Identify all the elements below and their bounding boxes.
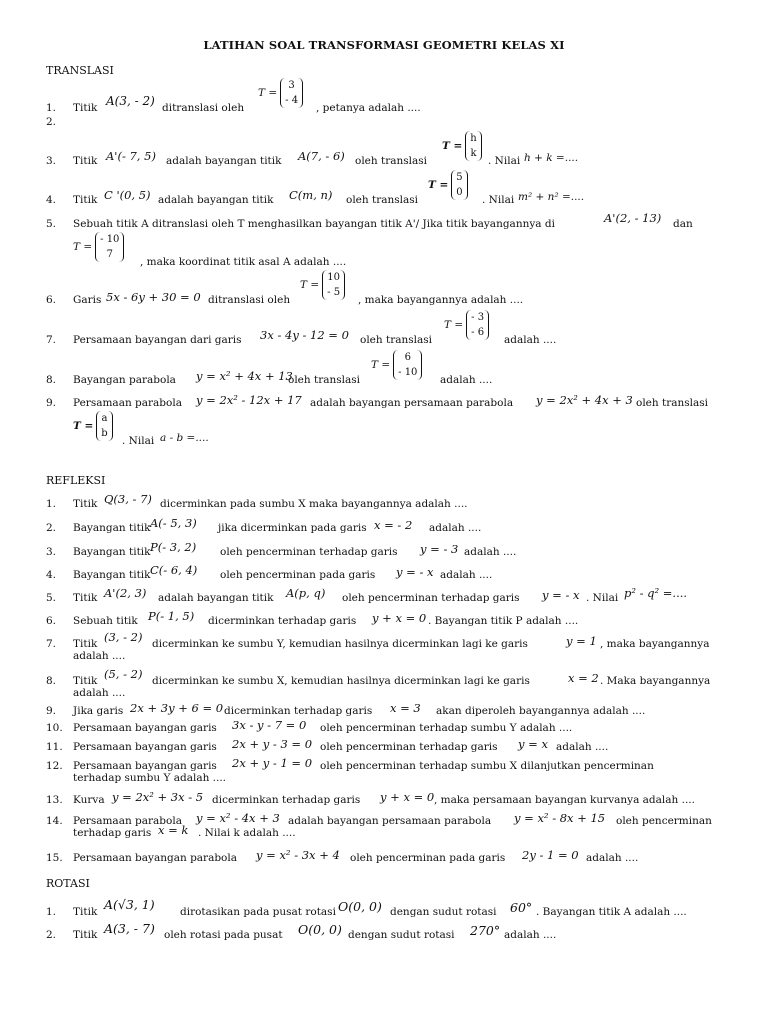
- question-text: adalah ....: [586, 852, 639, 864]
- question-text: dicerminkan terhadap garis: [212, 794, 361, 806]
- point-expression: A'(- 7, 5): [106, 149, 156, 163]
- point-expression: A'(2, - 13): [604, 211, 662, 225]
- question-text: adalah bayangan titik: [166, 155, 282, 167]
- math-expression: P(- 1, 5): [148, 609, 195, 623]
- math-expression: y + x = 0: [372, 611, 427, 625]
- math-expression: A(√3, 1): [104, 897, 155, 912]
- question-text: Titik: [73, 155, 98, 167]
- question-text: dengan sudut rotasi: [348, 929, 455, 941]
- math-expression: (3, - 2): [104, 630, 143, 644]
- question-text: dengan sudut rotasi: [390, 906, 497, 918]
- line-equation: 5x - 6y + 30 = 0: [106, 290, 201, 304]
- refleksi-q10: [46, 718, 736, 738]
- question-number: 11.: [46, 741, 63, 753]
- matrix-entry: - 10: [398, 367, 418, 378]
- matrix-entry: 5: [456, 172, 463, 183]
- refleksi-q9: [46, 701, 736, 721]
- math-expression: y + x = 0: [380, 790, 435, 804]
- question-text: dan: [673, 218, 693, 230]
- question-number: 15.: [46, 852, 63, 864]
- parabola-equation: y = 2x² + 4x + 3: [536, 393, 633, 407]
- matrix-label: T =: [73, 420, 94, 432]
- rotasi-q1: [46, 897, 736, 922]
- translation-matrix: [73, 232, 124, 262]
- question-text: dirotasikan pada pusat rotasi: [180, 906, 336, 918]
- math-expression: A(p, q): [286, 586, 326, 600]
- question-text: oleh translasi: [636, 397, 709, 409]
- question-text: Bayangan titik: [73, 569, 151, 581]
- matrix-entry: - 6: [471, 327, 485, 338]
- point-expression: A(3, - 2): [106, 94, 155, 108]
- parabola-equation: y = 2x² - 12x + 17: [196, 393, 302, 407]
- math-expression: (5, - 2): [104, 667, 143, 681]
- point-expression: A(7, - 6): [298, 149, 345, 163]
- question-number: 13.: [46, 794, 63, 806]
- question-text: adalah ....: [73, 687, 126, 699]
- question-text: akan diperoleh bayangannya adalah ....: [436, 705, 646, 717]
- question-text: Sebuah titik: [73, 615, 138, 627]
- matrix-entry: h: [470, 133, 477, 144]
- question-text: dicerminkan pada sumbu X maka bayangannya adalah ....: [160, 498, 468, 510]
- refleksi-q6: [46, 609, 736, 631]
- question-text: , maka bayangannya adalah ....: [358, 294, 524, 306]
- matrix-entry: 10: [327, 272, 340, 283]
- question-text: . Nilai: [488, 155, 521, 167]
- math-expression: x = 2: [568, 671, 599, 685]
- question-number: 7.: [46, 334, 57, 346]
- section-heading-refleksi: REFLEKSI: [46, 474, 106, 487]
- math-expression: A(3, - 7): [104, 921, 155, 936]
- question-text: oleh translasi: [288, 374, 361, 386]
- translasi-q7: [46, 312, 736, 350]
- question-text: . Nilai: [586, 592, 619, 604]
- matrix-entry: - 10: [100, 234, 120, 245]
- question-text: , petanya adalah ....: [316, 102, 421, 114]
- refleksi-q3: [46, 540, 736, 562]
- question-text: adalah ....: [440, 374, 493, 386]
- question-number: 14.: [46, 815, 63, 827]
- refleksi-q11: [46, 737, 736, 757]
- translasi-q5-cont: [46, 234, 736, 272]
- math-expression: C(- 6, 4): [150, 563, 198, 577]
- refleksi-q7-cont: [46, 650, 736, 666]
- question-text: . Nilai: [122, 435, 155, 447]
- refleksi-q1: [46, 492, 736, 514]
- question-text: Persamaan parabola: [73, 397, 182, 409]
- refleksi-q15: [46, 848, 736, 868]
- question-text: jika dicerminkan pada garis: [218, 522, 367, 534]
- question-text: Garis: [73, 294, 102, 306]
- question-text: adalah bayangan persamaan parabola: [310, 397, 514, 409]
- question-number: 3.: [46, 155, 57, 167]
- refleksi-q13: [46, 790, 736, 810]
- question-text: oleh translasi: [360, 334, 433, 346]
- question-text: oleh rotasi pada pusat: [164, 929, 283, 941]
- translasi-q2: [46, 116, 736, 132]
- matrix-entry: a: [101, 413, 108, 424]
- math-expression: 3x - y - 7 = 0: [232, 718, 307, 732]
- math-expression: x = k: [158, 823, 189, 837]
- matrix-entry: 6: [404, 352, 411, 363]
- math-expression: 2y - 1 = 0: [522, 848, 579, 862]
- math-expression: 2x + y - 1 = 0: [232, 756, 313, 770]
- refleksi-q14-cont: [46, 823, 736, 843]
- matrix-entry: - 4: [285, 95, 299, 106]
- math-expression: O(0, 0): [338, 899, 382, 914]
- question-text: Persamaan parabola: [73, 815, 182, 827]
- question-text: . Maka bayangannya: [600, 675, 711, 687]
- question-text: Titik: [73, 498, 98, 510]
- matrix-label: T =: [442, 140, 463, 152]
- question-text: Titik: [73, 906, 98, 918]
- math-expression: x = 3: [390, 701, 421, 715]
- question-number: 4.: [46, 194, 57, 206]
- refleksi-q2: [46, 516, 736, 538]
- question-text: adalah ....: [556, 741, 609, 753]
- question-number: 8.: [46, 675, 57, 687]
- question-text: Titik: [73, 194, 98, 206]
- math-expression: m² + n² =....: [518, 191, 585, 203]
- math-expression: y = x: [518, 737, 548, 751]
- question-text: oleh translasi: [355, 155, 428, 167]
- refleksi-q12-cont: [46, 772, 736, 788]
- question-text: dicerminkan terhadap garis: [208, 615, 357, 627]
- question-text: , maka koordinat titik asal A adalah ....: [140, 256, 347, 268]
- question-number: 2.: [46, 116, 57, 128]
- math-expression: h + k =....: [524, 152, 579, 164]
- translation-matrix: [428, 170, 468, 200]
- math-expression: A'(2, 3): [104, 586, 147, 600]
- math-expression: y = - x: [542, 588, 580, 602]
- question-text: oleh pencerminan terhadap garis: [342, 592, 520, 604]
- translation-matrix: [300, 270, 345, 300]
- question-text: Titik: [73, 675, 98, 687]
- question-text: adalah ....: [504, 929, 557, 941]
- question-text: Persamaan bayangan garis: [73, 760, 217, 772]
- question-text: Persamaan bayangan garis: [73, 722, 217, 734]
- question-text: ditranslasi oleh: [208, 294, 291, 306]
- section-heading-translasi: TRANSLASI: [46, 64, 114, 77]
- matrix-entry: - 3: [471, 312, 485, 323]
- refleksi-q4: [46, 563, 736, 585]
- math-expression: A(- 5, 3): [150, 516, 197, 530]
- question-text: , maka bayangannya: [600, 638, 710, 650]
- math-expression: y = 2x² + 3x - 5: [112, 790, 204, 804]
- question-number: 2.: [46, 522, 57, 534]
- question-text: ditranslasi oleh: [162, 102, 245, 114]
- translation-matrix: [258, 78, 303, 108]
- matrix-entry: 3: [288, 80, 295, 91]
- section-heading-rotasi: ROTASI: [46, 877, 90, 890]
- question-text: oleh pencerminan terhadap sumbu Y adalah ....: [320, 722, 573, 734]
- matrix-label: T =: [428, 179, 449, 191]
- math-expression: p² - q² =....: [624, 586, 688, 600]
- question-number: 5.: [46, 218, 57, 230]
- question-text: . Bayangan titik P adalah ....: [428, 615, 579, 627]
- math-expression: Q(3, - 7): [104, 492, 152, 506]
- math-expression: 2x + y - 3 = 0: [232, 737, 313, 751]
- question-number: 7.: [46, 638, 57, 650]
- question-text: , maka persamaan bayangan kurvanya adalah ....: [434, 794, 695, 806]
- math-expression: y = x² - 8x + 15: [514, 811, 606, 825]
- question-text: adalah ....: [504, 334, 557, 346]
- translation-matrix: [442, 131, 482, 161]
- question-number: 6.: [46, 615, 57, 627]
- parabola-equation: y = x² + 4x + 13: [196, 369, 293, 383]
- question-text: oleh pencerminan terhadap garis: [220, 546, 398, 558]
- question-text: dicerminkan ke sumbu X, kemudian hasilnya dicerminkan lagi ke garis: [152, 675, 530, 687]
- question-text: . Bayangan titik A adalah ....: [536, 906, 687, 918]
- translasi-q6: [46, 272, 736, 310]
- question-text: adalah ....: [429, 522, 482, 534]
- translasi-q9-cont: [46, 413, 736, 451]
- translation-matrix: [73, 411, 113, 441]
- translasi-q8: [46, 352, 736, 390]
- matrix-entry: - 5: [327, 287, 341, 298]
- question-text: Titik: [73, 102, 98, 114]
- question-text: adalah ....: [73, 650, 126, 662]
- question-number: 6.: [46, 294, 57, 306]
- question-text: Kurva: [73, 794, 105, 806]
- question-text: Titik: [73, 638, 98, 650]
- translation-matrix: [371, 350, 422, 380]
- question-number: 10.: [46, 722, 63, 734]
- refleksi-q5: [46, 586, 736, 608]
- question-text: oleh pencerminan terhadap garis: [320, 741, 498, 753]
- question-text: oleh pencerminan pada garis: [350, 852, 506, 864]
- math-expression: 270°: [470, 923, 501, 938]
- question-number: 9.: [46, 397, 57, 409]
- translasi-q4: [46, 172, 736, 210]
- question-number: 8.: [46, 374, 57, 386]
- question-number: 1.: [46, 102, 57, 114]
- question-number: 2.: [46, 929, 57, 941]
- point-expression: C(m, n): [289, 188, 333, 202]
- question-text: Bayangan titik: [73, 546, 151, 558]
- math-expression: y = - 3: [420, 542, 459, 556]
- page-title: LATIHAN SOAL TRANSFORMASI GEOMETRI KELAS XI: [203, 38, 565, 52]
- math-expression: P(- 3, 2): [150, 540, 197, 554]
- question-text: Persamaan bayangan garis: [73, 741, 217, 753]
- matrix-entry: 0: [456, 187, 463, 198]
- question-text: dicerminkan ke sumbu Y, kemudian hasilnya dicerminkan lagi ke garis: [152, 638, 528, 650]
- rotasi-q2: [46, 921, 736, 945]
- question-text: . Nilai k adalah ....: [198, 827, 296, 839]
- question-number: 5.: [46, 592, 57, 604]
- matrix-entry: k: [470, 148, 477, 159]
- question-text: adalah ....: [440, 569, 493, 581]
- question-text: oleh pencerminan pada garis: [220, 569, 376, 581]
- math-expression: a - b =....: [160, 432, 209, 444]
- question-text: adalah bayangan titik: [158, 194, 274, 206]
- matrix-label: T =: [300, 279, 320, 291]
- translasi-q3: [46, 133, 736, 171]
- matrix-label: T =: [371, 359, 391, 371]
- math-expression: y = - x: [396, 565, 434, 579]
- question-text: Bayangan titik: [73, 522, 151, 534]
- math-expression: 60°: [510, 900, 533, 915]
- question-text: adalah bayangan titik: [158, 592, 274, 604]
- question-number: 3.: [46, 546, 57, 558]
- question-number: 4.: [46, 569, 57, 581]
- question-text: oleh pencerminan: [616, 815, 712, 827]
- matrix-label: T =: [73, 241, 93, 253]
- question-text: Sebuah titik A ditranslasi oleh T menghasilkan bayangan titik A'/ Jika titik bayangannya di: [73, 218, 555, 230]
- matrix-entry: 7: [106, 249, 113, 260]
- question-text: adalah ....: [464, 546, 517, 558]
- question-number: 12.: [46, 760, 63, 772]
- question-number: 1.: [46, 498, 57, 510]
- question-number: 1.: [46, 906, 57, 918]
- line-equation: 3x - 4y - 12 = 0: [260, 328, 349, 342]
- math-expression: 2x + 3y + 6 = 0: [130, 701, 224, 715]
- question-text: Titik: [73, 929, 98, 941]
- question-text: terhadap sumbu Y adalah ....: [73, 772, 227, 784]
- question-text: Persamaan bayangan parabola: [73, 852, 237, 864]
- question-text: Persamaan bayangan dari garis: [73, 334, 242, 346]
- question-text: . Nilai: [482, 194, 515, 206]
- question-text: dicerminkan terhadap garis: [224, 705, 373, 717]
- translasi-q5: [46, 211, 736, 234]
- question-text: Bayangan parabola: [73, 374, 176, 386]
- question-text: Titik: [73, 592, 98, 604]
- matrix-label: T =: [258, 87, 278, 99]
- question-text: adalah bayangan persamaan parabola: [288, 815, 492, 827]
- matrix-entry: b: [101, 428, 108, 439]
- question-text: oleh translasi: [346, 194, 419, 206]
- question-text: Jika garis: [73, 705, 124, 717]
- math-expression: y = x² - 4x + 3: [196, 811, 280, 825]
- translation-matrix: [444, 310, 489, 340]
- translasi-q9: [46, 393, 736, 413]
- question-text: terhadap garis: [73, 827, 152, 839]
- point-expression: C '(0, 5): [104, 188, 151, 202]
- math-expression: y = x² - 3x + 4: [256, 848, 340, 862]
- question-text: oleh pencerminan terhadap sumbu X dilanjutkan pencerminan: [320, 760, 654, 772]
- question-number: 9.: [46, 705, 57, 717]
- math-expression: x = - 2: [374, 518, 413, 532]
- math-expression: y = 1: [566, 634, 597, 648]
- matrix-label: T =: [444, 319, 464, 331]
- math-expression: O(0, 0): [298, 922, 342, 937]
